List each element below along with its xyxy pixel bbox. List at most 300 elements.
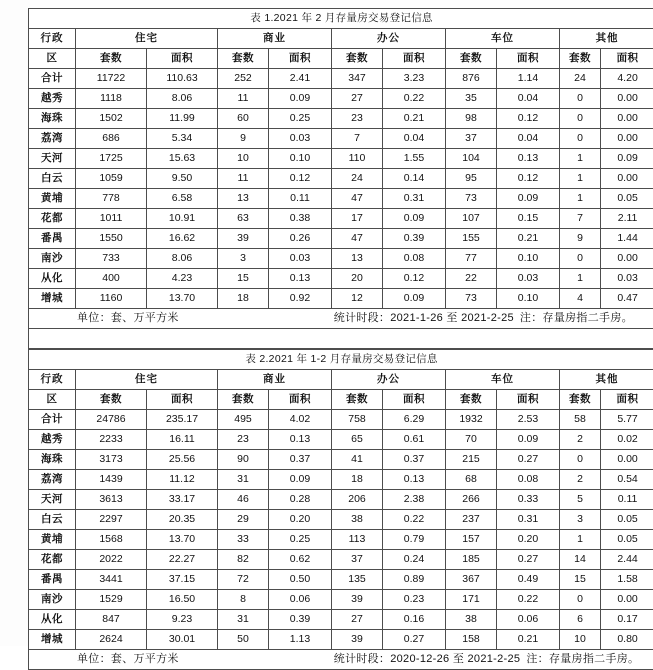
note-remark: 注：存量房指二手房。	[520, 312, 633, 324]
sub-header-parking-units: 套数	[446, 390, 497, 410]
cell-value: 0.09	[383, 209, 446, 229]
cell-value: 0.21	[383, 109, 446, 129]
cell-value: 0.02	[601, 430, 653, 450]
cell-value: 0.20	[269, 510, 332, 530]
cell-value: 1502	[76, 109, 147, 129]
cell-value: 0.31	[497, 510, 560, 530]
table-note	[29, 650, 653, 670]
cell-value: 0.28	[269, 490, 332, 510]
cell-value: 847	[76, 610, 147, 630]
cell-value: 39	[332, 630, 383, 650]
cell-value: 0.49	[497, 570, 560, 590]
cell-value: 0.79	[383, 530, 446, 550]
cell-value: 7	[560, 209, 601, 229]
cell-value: 0.25	[269, 109, 332, 129]
cell-value: 0.47	[601, 289, 653, 309]
cell-value: 0.27	[383, 630, 446, 650]
cell-value: 4	[560, 289, 601, 309]
sub-header-parking-area: 面积	[497, 49, 560, 69]
row-label: 合计	[29, 69, 76, 89]
cell-value: 0.03	[601, 269, 653, 289]
group-header-residential: 住宅	[76, 29, 218, 49]
cell-value: 185	[446, 550, 497, 570]
cell-value: 0.03	[269, 129, 332, 149]
cell-value: 3613	[76, 490, 147, 510]
cell-value: 0.09	[497, 189, 560, 209]
cell-value: 35	[446, 89, 497, 109]
cell-value: 157	[446, 530, 497, 550]
cell-value: 215	[446, 450, 497, 470]
table-note	[29, 309, 653, 329]
group-header-commercial: 商业	[218, 29, 332, 49]
cell-value: 22	[446, 269, 497, 289]
cell-value: 0.11	[269, 189, 332, 209]
row-label: 南沙	[29, 249, 76, 269]
cell-value: 16.62	[147, 229, 218, 249]
cell-value: 0.00	[601, 109, 653, 129]
table-row	[29, 590, 653, 610]
cell-value: 0.13	[269, 269, 332, 289]
row-label: 花都	[29, 550, 76, 570]
cell-value: 30.01	[147, 630, 218, 650]
cell-value: 1568	[76, 530, 147, 550]
cell-value: 20	[332, 269, 383, 289]
row-label: 从化	[29, 610, 76, 630]
cell-value: 15.63	[147, 149, 218, 169]
cell-value: 155	[446, 229, 497, 249]
sub-header-office-units: 套数	[332, 49, 383, 69]
cell-value: 0	[560, 450, 601, 470]
group-header-office: 办公	[332, 370, 446, 390]
cell-value: 46	[218, 490, 269, 510]
cell-value: 135	[332, 570, 383, 590]
cell-value: 16.50	[147, 590, 218, 610]
sub-header-office-area: 面积	[383, 390, 446, 410]
tables-container	[28, 8, 625, 670]
sub-header-parking-units: 套数	[446, 49, 497, 69]
row-header-label-bottom: 区	[29, 49, 76, 69]
cell-value: 0.10	[269, 149, 332, 169]
group-header-parking: 车位	[446, 29, 560, 49]
table-note-row	[29, 650, 653, 670]
row-label: 南沙	[29, 590, 76, 610]
cell-value: 25.56	[147, 450, 218, 470]
cell-value: 6.58	[147, 189, 218, 209]
cell-value: 0.80	[601, 630, 653, 650]
row-label: 荔湾	[29, 470, 76, 490]
cell-value: 235.17	[147, 410, 218, 430]
cell-value: 158	[446, 630, 497, 650]
table-row	[29, 169, 653, 189]
table-title: 表 1.2021 年 2 月存量房交易登记信息	[29, 9, 653, 29]
table-row	[29, 149, 653, 169]
cell-value: 10	[560, 630, 601, 650]
sub-header-parking-area: 面积	[497, 390, 560, 410]
note-unit: 单位：套、万平方米	[77, 653, 179, 665]
cell-value: 0.54	[601, 470, 653, 490]
sub-header-office-area: 面积	[383, 49, 446, 69]
sub-header-other-area: 面积	[601, 49, 653, 69]
cell-value: 9	[218, 129, 269, 149]
cell-value: 0.33	[497, 490, 560, 510]
row-label: 越秀	[29, 430, 76, 450]
cell-value: 107	[446, 209, 497, 229]
cell-value: 367	[446, 570, 497, 590]
table-row	[29, 430, 653, 450]
cell-value: 3173	[76, 450, 147, 470]
cell-value: 72	[218, 570, 269, 590]
sub-header-row	[29, 390, 653, 410]
group-header-row	[29, 29, 653, 49]
cell-value: 2022	[76, 550, 147, 570]
table-row	[29, 490, 653, 510]
cell-value: 0	[560, 249, 601, 269]
sub-header-commercial-area: 面积	[269, 390, 332, 410]
row-label: 天河	[29, 490, 76, 510]
cell-value: 13	[218, 189, 269, 209]
cell-value: 0.31	[383, 189, 446, 209]
table-row	[29, 450, 653, 470]
table-row	[29, 249, 653, 269]
row-label: 越秀	[29, 89, 76, 109]
note-unit: 单位：套、万平方米	[77, 312, 179, 324]
cell-value: 1932	[446, 410, 497, 430]
cell-value: 0.13	[497, 149, 560, 169]
cell-value: 3.23	[383, 69, 446, 89]
cell-value: 1.14	[497, 69, 560, 89]
cell-value: 31	[218, 610, 269, 630]
cell-value: 0.04	[497, 129, 560, 149]
row-label: 海珠	[29, 450, 76, 470]
cell-value: 4.23	[147, 269, 218, 289]
group-header-parking: 车位	[446, 370, 560, 390]
table-title-row	[29, 350, 653, 370]
row-label: 番禺	[29, 570, 76, 590]
cell-value: 23	[332, 109, 383, 129]
cell-value: 0.21	[497, 630, 560, 650]
table-spacer	[29, 329, 653, 349]
cell-value: 20.35	[147, 510, 218, 530]
cell-value: 876	[446, 69, 497, 89]
cell-value: 0.22	[497, 590, 560, 610]
cell-value: 18	[332, 470, 383, 490]
cell-value: 90	[218, 450, 269, 470]
sub-header-row	[29, 49, 653, 69]
row-label: 黄埔	[29, 530, 76, 550]
cell-value: 0.61	[383, 430, 446, 450]
cell-value: 2	[560, 470, 601, 490]
table-row	[29, 530, 653, 550]
cell-value: 38	[332, 510, 383, 530]
cell-value: 63	[218, 209, 269, 229]
cell-value: 1439	[76, 470, 147, 490]
cell-value: 8.06	[147, 249, 218, 269]
cell-value: 38	[446, 610, 497, 630]
cell-value: 11.99	[147, 109, 218, 129]
cell-value: 6.29	[383, 410, 446, 430]
cell-value: 18	[218, 289, 269, 309]
cell-value: 0.50	[269, 570, 332, 590]
cell-value: 1059	[76, 169, 147, 189]
cell-value: 0.22	[383, 510, 446, 530]
cell-value: 0.10	[497, 249, 560, 269]
cell-value: 73	[446, 289, 497, 309]
cell-value: 2.11	[601, 209, 653, 229]
cell-value: 171	[446, 590, 497, 610]
cell-value: 0.20	[497, 530, 560, 550]
cell-value: 47	[332, 229, 383, 249]
cell-value: 23	[218, 430, 269, 450]
table-row	[29, 470, 653, 490]
cell-value: 5	[560, 490, 601, 510]
cell-value: 47	[332, 189, 383, 209]
sub-header-commercial-units: 套数	[218, 390, 269, 410]
row-header-label-bottom: 区	[29, 390, 76, 410]
cell-value: 60	[218, 109, 269, 129]
table-row	[29, 550, 653, 570]
cell-value: 73	[446, 189, 497, 209]
cell-value: 0.24	[383, 550, 446, 570]
cell-value: 778	[76, 189, 147, 209]
cell-value: 1	[560, 269, 601, 289]
cell-value: 0.03	[269, 249, 332, 269]
cell-value: 252	[218, 69, 269, 89]
cell-value: 0.05	[601, 530, 653, 550]
cell-value: 39	[218, 229, 269, 249]
cell-value: 39	[332, 590, 383, 610]
table-row	[29, 269, 653, 289]
cell-value: 12	[332, 289, 383, 309]
table-row	[29, 610, 653, 630]
cell-value: 5.77	[601, 410, 653, 430]
cell-value: 0	[560, 89, 601, 109]
cell-value: 2.44	[601, 550, 653, 570]
sub-header-other-units: 套数	[560, 49, 601, 69]
cell-value: 1	[560, 189, 601, 209]
stock-housing-table-2	[28, 349, 653, 670]
table-row	[29, 570, 653, 590]
cell-value: 4.20	[601, 69, 653, 89]
cell-value: 14	[560, 550, 601, 570]
cell-value: 113	[332, 530, 383, 550]
sub-header-other-area: 面积	[601, 390, 653, 410]
stock-housing-table-1	[28, 8, 653, 349]
cell-value: 0.62	[269, 550, 332, 570]
cell-value: 9	[560, 229, 601, 249]
cell-value: 0.89	[383, 570, 446, 590]
cell-value: 0.05	[601, 189, 653, 209]
cell-value: 11.12	[147, 470, 218, 490]
cell-value: 347	[332, 69, 383, 89]
cell-value: 237	[446, 510, 497, 530]
cell-value: 31	[218, 470, 269, 490]
cell-value: 3441	[76, 570, 147, 590]
cell-value: 4.02	[269, 410, 332, 430]
cell-value: 0.00	[601, 450, 653, 470]
cell-value: 0.09	[383, 289, 446, 309]
cell-value: 50	[218, 630, 269, 650]
sub-header-residential-area: 面积	[147, 390, 218, 410]
cell-value: 27	[332, 89, 383, 109]
cell-value: 0.08	[497, 470, 560, 490]
sub-header-other-units: 套数	[560, 390, 601, 410]
cell-value: 0.92	[269, 289, 332, 309]
cell-value: 0.27	[497, 450, 560, 470]
sub-header-office-units: 套数	[332, 390, 383, 410]
cell-value: 41	[332, 450, 383, 470]
group-header-row	[29, 370, 653, 390]
cell-value: 1529	[76, 590, 147, 610]
cell-value: 3	[560, 510, 601, 530]
cell-value: 0.00	[601, 169, 653, 189]
cell-value: 1.55	[383, 149, 446, 169]
cell-value: 65	[332, 430, 383, 450]
cell-value: 37	[446, 129, 497, 149]
cell-value: 3	[218, 249, 269, 269]
cell-value: 1.13	[269, 630, 332, 650]
row-label: 天河	[29, 149, 76, 169]
group-header-other: 其他	[560, 29, 653, 49]
cell-value: 0.12	[383, 269, 446, 289]
table-row	[29, 229, 653, 249]
cell-value: 8	[218, 590, 269, 610]
cell-value: 0.16	[383, 610, 446, 630]
cell-value: 24	[560, 69, 601, 89]
sub-header-residential-units: 套数	[76, 390, 147, 410]
cell-value: 0.14	[383, 169, 446, 189]
row-label: 海珠	[29, 109, 76, 129]
cell-value: 8.06	[147, 89, 218, 109]
cell-value: 0.12	[497, 169, 560, 189]
group-header-other: 其他	[560, 370, 653, 390]
table-title-row	[29, 9, 653, 29]
cell-value: 15	[560, 570, 601, 590]
cell-value: 0.10	[497, 289, 560, 309]
row-label: 黄埔	[29, 189, 76, 209]
cell-value: 0.08	[383, 249, 446, 269]
table-spacer-row	[29, 329, 653, 349]
cell-value: 77	[446, 249, 497, 269]
table-row	[29, 209, 653, 229]
cell-value: 0.39	[269, 610, 332, 630]
cell-value: 0.09	[269, 89, 332, 109]
cell-value: 6	[560, 610, 601, 630]
group-header-office: 办公	[332, 29, 446, 49]
cell-value: 10	[218, 149, 269, 169]
row-label: 白云	[29, 510, 76, 530]
cell-value: 1118	[76, 89, 147, 109]
cell-value: 1.44	[601, 229, 653, 249]
row-label: 合计	[29, 410, 76, 430]
cell-value: 7	[332, 129, 383, 149]
cell-value: 0.38	[269, 209, 332, 229]
cell-value: 0.11	[601, 490, 653, 510]
cell-value: 0.12	[269, 169, 332, 189]
cell-value: 24786	[76, 410, 147, 430]
row-label: 番禺	[29, 229, 76, 249]
sub-header-residential-area: 面积	[147, 49, 218, 69]
cell-value: 1725	[76, 149, 147, 169]
cell-value: 37.15	[147, 570, 218, 590]
cell-value: 11722	[76, 69, 147, 89]
row-label: 荔湾	[29, 129, 76, 149]
row-header-label-top: 行政	[29, 370, 76, 390]
cell-value: 110	[332, 149, 383, 169]
cell-value: 206	[332, 490, 383, 510]
cell-value: 266	[446, 490, 497, 510]
cell-value: 24	[332, 169, 383, 189]
cell-value: 11	[218, 89, 269, 109]
table-row	[29, 410, 653, 430]
table-row	[29, 109, 653, 129]
cell-value: 0.00	[601, 590, 653, 610]
cell-value: 0.04	[497, 89, 560, 109]
cell-value: 5.34	[147, 129, 218, 149]
cell-value: 2624	[76, 630, 147, 650]
cell-value: 0.00	[601, 129, 653, 149]
cell-value: 110.63	[147, 69, 218, 89]
cell-value: 0.15	[497, 209, 560, 229]
cell-value: 0.12	[497, 109, 560, 129]
table-row	[29, 69, 653, 89]
cell-value: 16.11	[147, 430, 218, 450]
table-row	[29, 289, 653, 309]
cell-value: 0.13	[383, 470, 446, 490]
cell-value: 10.91	[147, 209, 218, 229]
cell-value: 11	[218, 169, 269, 189]
cell-value: 0.21	[497, 229, 560, 249]
row-label: 增城	[29, 630, 76, 650]
table-row	[29, 89, 653, 109]
cell-value: 0	[560, 129, 601, 149]
cell-value: 0	[560, 109, 601, 129]
cell-value: 0.27	[497, 550, 560, 570]
cell-value: 1	[560, 169, 601, 189]
cell-value: 68	[446, 470, 497, 490]
cell-value: 0.23	[383, 590, 446, 610]
cell-value: 33.17	[147, 490, 218, 510]
cell-value: 13	[332, 249, 383, 269]
table-row	[29, 189, 653, 209]
cell-value: 82	[218, 550, 269, 570]
row-header-label-top: 行政	[29, 29, 76, 49]
cell-value: 33	[218, 530, 269, 550]
row-label: 花都	[29, 209, 76, 229]
cell-value: 0.00	[601, 249, 653, 269]
cell-value: 733	[76, 249, 147, 269]
cell-value: 0.37	[269, 450, 332, 470]
cell-value: 0.09	[269, 470, 332, 490]
note-remark: 注：存量房指二手房。	[526, 653, 639, 665]
cell-value: 0.09	[601, 149, 653, 169]
note-period: 统计时段：2020-12-26 至 2021-2-25	[334, 653, 521, 665]
cell-value: 2.53	[497, 410, 560, 430]
cell-value: 0.06	[497, 610, 560, 630]
sub-header-commercial-units: 套数	[218, 49, 269, 69]
cell-value: 758	[332, 410, 383, 430]
cell-value: 22.27	[147, 550, 218, 570]
table-row	[29, 630, 653, 650]
cell-value: 495	[218, 410, 269, 430]
sub-header-residential-units: 套数	[76, 49, 147, 69]
cell-value: 686	[76, 129, 147, 149]
table-note-row	[29, 309, 653, 329]
cell-value: 2.41	[269, 69, 332, 89]
cell-value: 1.58	[601, 570, 653, 590]
cell-value: 95	[446, 169, 497, 189]
row-label: 从化	[29, 269, 76, 289]
cell-value: 0.13	[269, 430, 332, 450]
